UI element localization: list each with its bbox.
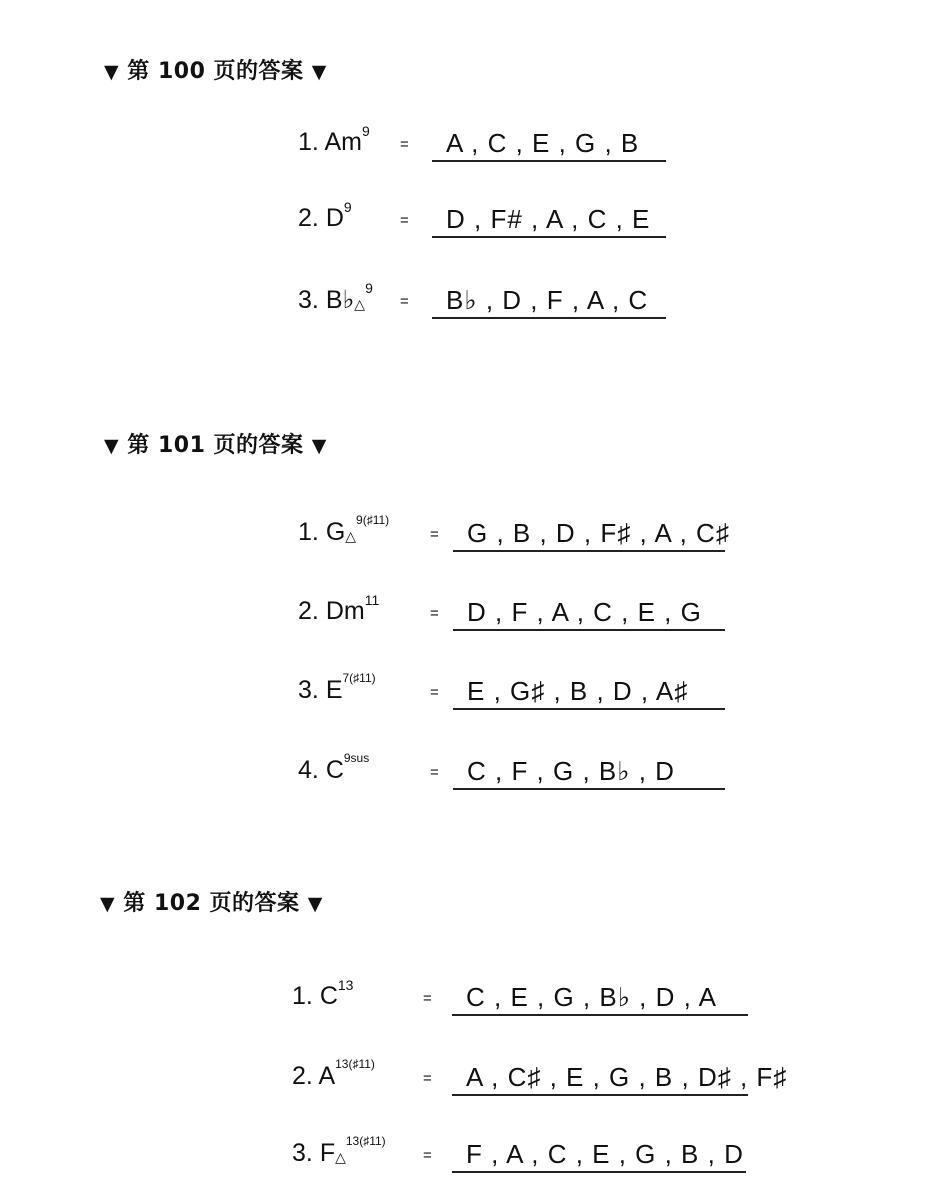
equals-sign: = [400,293,409,310]
heading-text: 第 100 页的答案 [127,59,304,84]
answer-row [0,199,943,250]
triangle-down-icon: ▼ [104,61,120,83]
chord-root: Am [324,128,362,156]
row-number: 3. [298,286,319,314]
equals-sign: = [423,1070,432,1087]
row-number: 1. [292,982,313,1010]
row-number: 2. [298,597,319,625]
answer-row [0,280,943,331]
equals-sign: = [430,605,439,622]
chord-label [298,123,370,157]
delta-icon: △ [354,296,366,312]
chord-extension: 7(♯11) [342,671,376,685]
chord-extension: 9 [361,123,370,139]
answer-notes: A , C♯ , E , G , B , D♯ , F♯ [452,1062,748,1096]
answer-notes: D , F# , A , C , E [432,204,666,238]
section-heading-page-100 [104,54,327,85]
chord-root: C [319,982,338,1010]
delta-icon: △ [335,1149,346,1165]
chord-extension: 9(♯11) [356,513,390,527]
chord-label [292,1057,375,1091]
row-number: 2. [292,1062,313,1090]
chord-label [292,977,354,1011]
answer-notes: F , A , C , E , G , B , D [452,1139,746,1173]
answer-row [0,1134,943,1185]
chord-root: Dm [325,597,365,625]
triangle-down-icon: ▼ [100,893,116,915]
answer-notes: B♭ , D , F , A , C [432,285,666,319]
row-number: 2. [298,204,319,232]
chord-extension: 13(♯11) [345,1134,386,1148]
equals-sign: = [430,764,439,781]
triangle-down-icon: ▼ [311,61,327,83]
answer-row [0,751,943,802]
equals-sign: = [430,684,439,701]
answer-notes: G , B , D , F♯ , A , C♯ [453,518,725,552]
chord-root: E [325,676,343,704]
answer-notes: A , C , E , G , B [432,128,666,162]
chord-extension: 9 [365,280,373,296]
answer-row [0,592,943,643]
heading-text: 第 102 页的答案 [123,891,300,916]
equals-sign: = [430,526,439,543]
row-number: 1. [298,128,319,156]
chord-root: A [318,1062,336,1090]
answer-row [0,977,943,1028]
chord-root: D [325,204,344,232]
section-heading-page-102 [100,886,323,917]
equals-sign: = [400,136,409,153]
row-number: 3. [298,676,319,704]
row-number: 1. [298,518,319,546]
answer-notes: D , F , A , C , E , G [453,597,725,631]
delta-icon: △ [345,528,357,544]
answer-notes: C , F , G , B♭ , D [453,756,725,790]
triangle-down-icon: ▼ [311,435,327,457]
chord-root: G [325,518,346,546]
chord-extension: 11 [364,592,380,608]
triangle-down-icon: ▼ [307,893,323,915]
answer-row [0,513,943,564]
equals-sign: = [423,1147,432,1164]
chord-label [292,1134,386,1168]
heading-text: 第 101 页的答案 [127,433,304,458]
equals-sign: = [400,212,409,229]
chord-label [298,671,376,705]
chord-root: F [319,1139,336,1167]
equals-sign: = [423,990,432,1007]
row-number: 4. [298,756,319,784]
row-number: 3. [292,1139,313,1167]
chord-extension: 9sus [343,751,370,765]
chord-label [298,751,370,785]
triangle-down-icon: ▼ [104,435,120,457]
chord-extension: 13 [337,977,354,993]
chord-label [298,592,380,626]
answer-row [0,671,943,722]
chord-extension: 9 [343,199,352,215]
answer-notes: C , E , G , B♭ , D , A [452,982,748,1016]
answer-row [0,1057,943,1108]
chord-root: B♭ [325,286,355,314]
answer-notes: E , G♯ , B , D , A♯ [453,676,725,710]
chord-root: C [325,756,344,784]
chord-extension: 13(♯11) [335,1057,375,1071]
chord-label [298,280,373,315]
answer-row [0,123,943,174]
section-heading-page-101 [104,428,327,459]
chord-label [298,199,352,233]
chord-label [298,513,390,547]
